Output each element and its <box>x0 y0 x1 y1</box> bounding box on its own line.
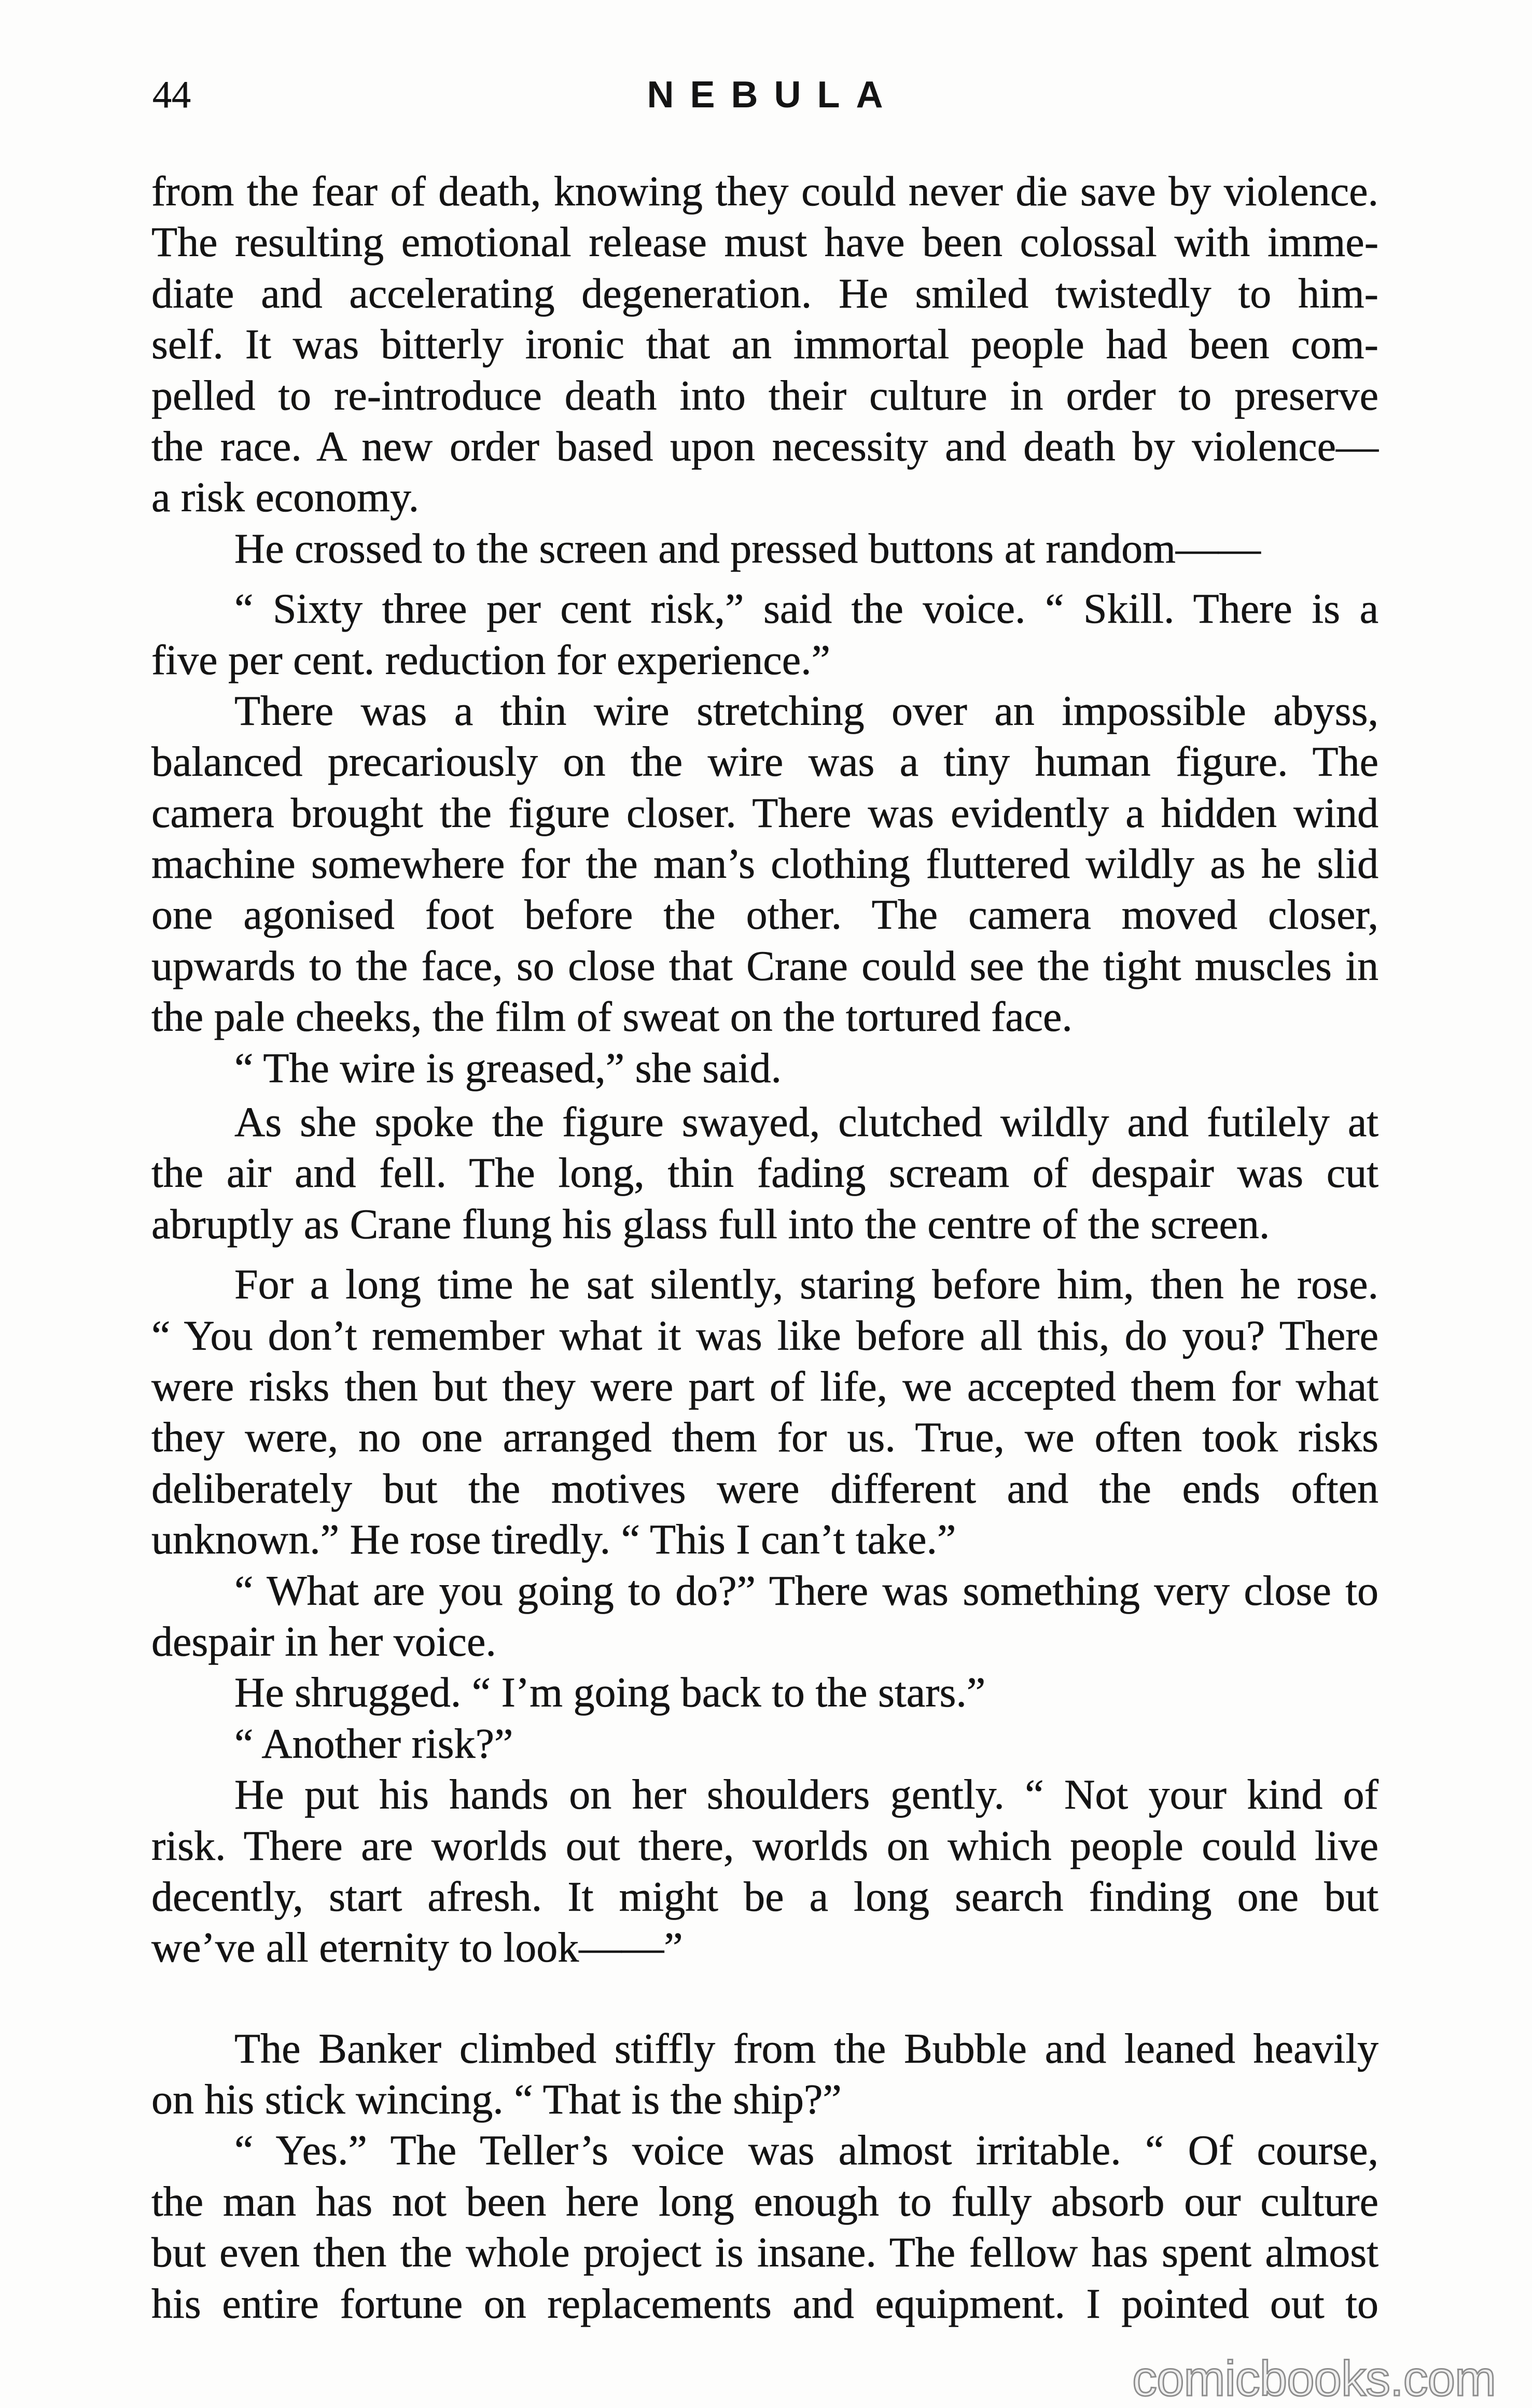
paragraph <box>151 685 1378 1043</box>
text-line: the air and fell. The long, thin fading scream of despair was cut <box>151 1149 1378 1197</box>
text-line: despair in her voice. <box>151 1617 496 1665</box>
text-line: the race. A new order based upon necessity and death by violence— <box>151 422 1378 470</box>
text-line: balanced precariously on the wire was a tiny human figure. The <box>151 738 1378 786</box>
paragraph <box>151 1043 1378 1094</box>
text-line: As she spoke the figure swayed, clutched wildly and futilely at <box>234 1098 1378 1146</box>
page-body <box>151 166 1378 2329</box>
text-line: He put his hands on her shoulders gently. “ Not your kind of <box>234 1771 1378 1818</box>
text-line: “ Yes.” The Teller’s voice was almost irritable. “ Of course, <box>234 2126 1378 2174</box>
paragraph <box>151 1667 1378 1718</box>
paragraph <box>151 1769 1378 1973</box>
paragraph <box>151 1097 1378 1250</box>
watermark: comicbooks.com <box>1132 2351 1496 2406</box>
text-line: the man has not been here long enough to fully absorb our culture <box>151 2177 1378 2225</box>
running-header <box>151 72 1378 118</box>
text-line: five per cent. reduction for experience.” <box>151 636 830 683</box>
text-line: on his stick wincing. “ That is the ship?” <box>151 2076 842 2123</box>
paragraph <box>151 2125 1378 2329</box>
text-line: the pale cheeks, the film of sweat on the tortured face. <box>151 993 1073 1041</box>
text-line: The resulting emotional release must have been colossal with imme- <box>151 218 1378 266</box>
text-line: a risk economy. <box>151 473 420 521</box>
text-line: upwards to the face, so close that Crane could see the tight muscles in <box>151 942 1378 989</box>
text-line: The Banker climbed stiffly from the Bubble and leaned heavily <box>234 2024 1378 2072</box>
paragraph <box>151 2023 1378 2125</box>
text-line: He crossed to the screen and pressed buttons at random—— <box>234 524 1261 572</box>
text-line: “ You don’t remember what it was like before all this, do you? There <box>151 1311 1378 1359</box>
text-line: decently, start afresh. It might be a long search finding one but <box>151 1872 1378 1920</box>
text-line: There was a thin wire stretching over an impossible abyss, <box>234 687 1378 734</box>
text-line: deliberately but the motives were different and the ends often <box>151 1464 1378 1512</box>
paragraph <box>151 166 1378 523</box>
section-break <box>151 1973 1378 2023</box>
paragraph <box>151 523 1378 574</box>
text-line: we’ve all eternity to look——” <box>151 1924 683 1971</box>
text-line: He shrugged. “ I’m going back to the stars.” <box>234 1669 986 1716</box>
text-line: unknown.” He rose tiredly. “ This I can’t take.” <box>151 1516 956 1563</box>
text-line: “ The wire is greased,” she said. <box>234 1044 782 1091</box>
running-title: NEBULA <box>647 74 899 116</box>
text-line: machine somewhere for the man’s clothing fluttered wildly as he slid <box>151 840 1378 888</box>
text-line: abruptly as Crane flung his glass full into the centre of the screen. <box>151 1200 1270 1248</box>
text-line: “ Another risk?” <box>234 1719 513 1767</box>
paragraph <box>151 1718 1378 1769</box>
text-line: pelled to re-introduce death into their culture in order to preserve <box>151 371 1378 419</box>
text-line: “ Sixty three per cent risk,” said the voice. “ Skill. There is a <box>234 585 1378 633</box>
text-line: but even then the whole project is insane. The fellow has spent almost <box>151 2229 1378 2276</box>
page-number: 44 <box>152 74 191 116</box>
text-line: from the fear of death, knowing they could never die save by violence. <box>151 167 1378 215</box>
text-line: camera brought the figure closer. There was evidently a hidden wind <box>151 789 1378 836</box>
text-line: they were, no one arranged them for us. True, we often took risks <box>151 1413 1378 1461</box>
paragraph <box>151 1565 1378 1668</box>
text-line: For a long time he sat silently, staring before him, then he rose. <box>234 1261 1378 1308</box>
paragraph <box>151 583 1378 685</box>
text-line: self. It was bitterly ironic that an immortal people had been com- <box>151 320 1378 368</box>
text-line: “ What are you going to do?” There was something very close to <box>234 1566 1378 1614</box>
text-line: his entire fortune on replacements and equipment. I pointed out to <box>151 2279 1378 2327</box>
paragraph <box>151 1259 1378 1565</box>
text-line: were risks then but they were part of life, we accepted them for what <box>151 1362 1378 1410</box>
text-line: risk. There are worlds out there, worlds on which people could live <box>151 1822 1378 1869</box>
text-line: diate and accelerating degeneration. He smiled twistedly to him- <box>151 269 1378 317</box>
text-line: one agonised foot before the other. The camera moved closer, <box>151 891 1378 939</box>
